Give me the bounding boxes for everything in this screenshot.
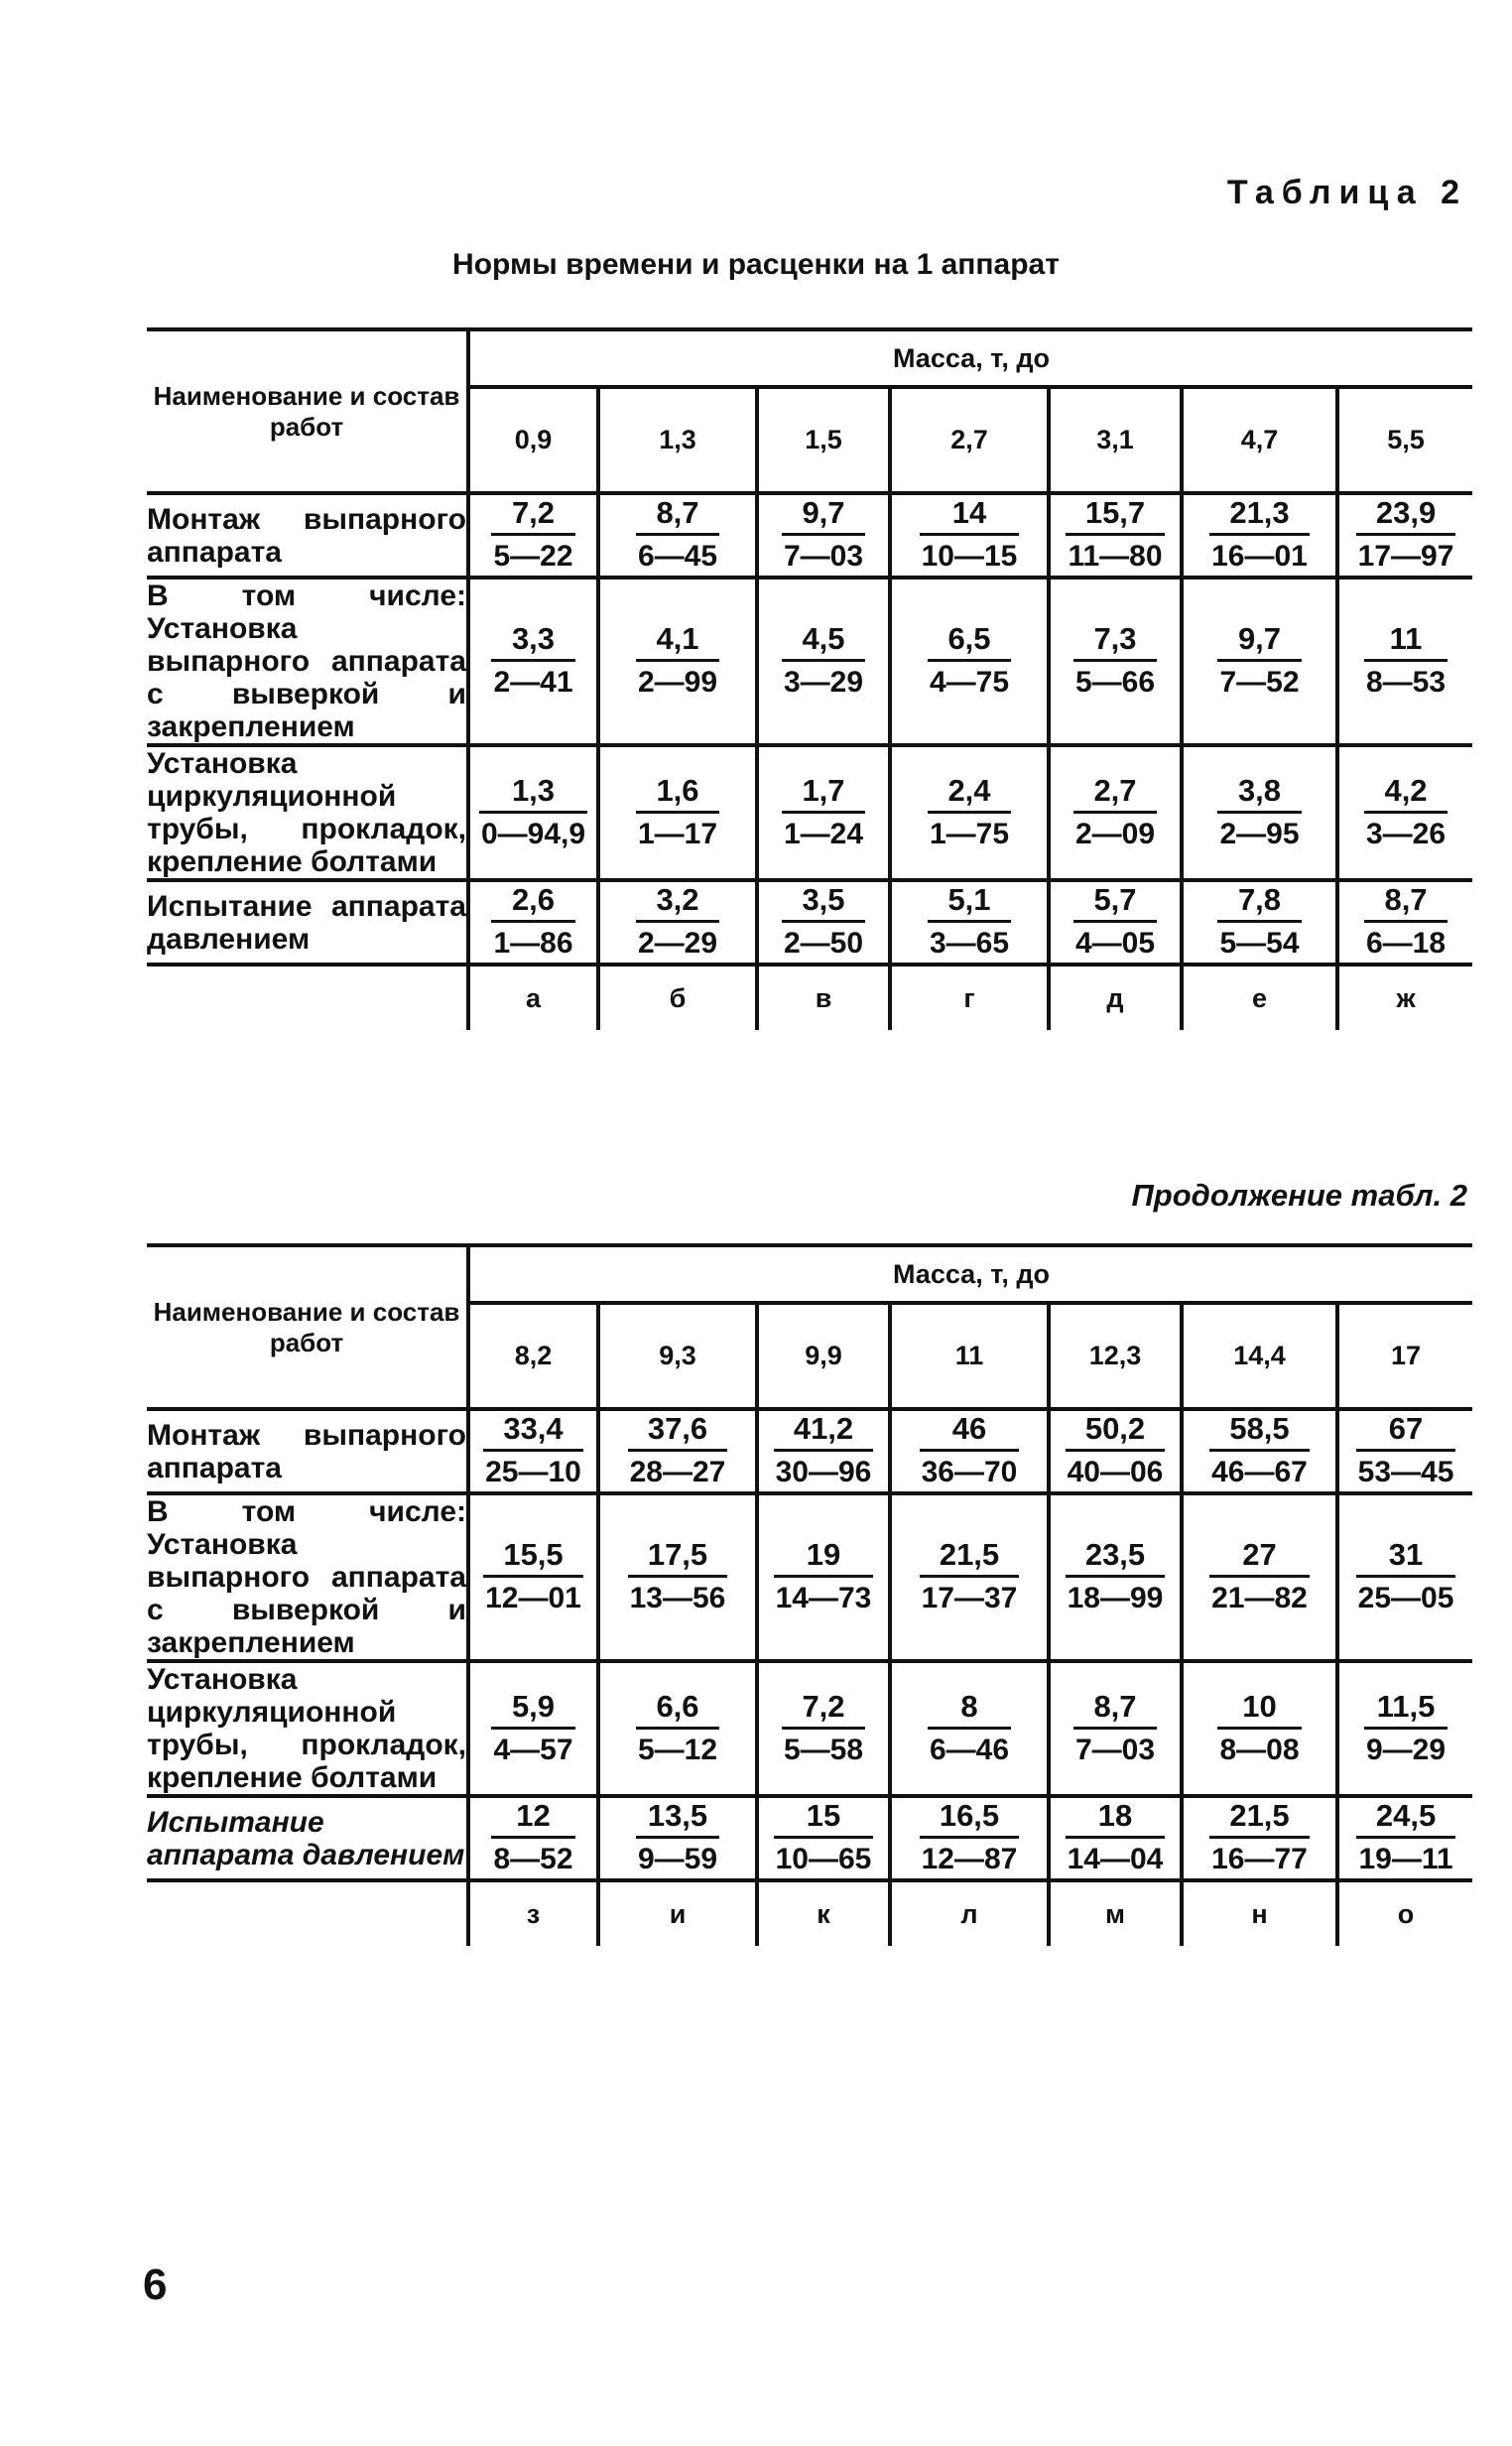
fraction bbox=[1209, 1798, 1310, 1878]
norm-rate-cell bbox=[757, 880, 890, 965]
time-norm-value: 23,5 bbox=[1066, 1537, 1166, 1578]
fraction bbox=[1364, 1689, 1448, 1769]
fraction bbox=[1209, 1537, 1310, 1617]
table-title: Нормы времени и расценки на 1 аппарат bbox=[452, 248, 1060, 281]
rate-value: 6—46 bbox=[929, 1733, 1010, 1766]
norm-rate-cell bbox=[1182, 880, 1337, 965]
page-number: 6 bbox=[143, 2260, 168, 2309]
norm-rate-cell bbox=[1182, 1661, 1337, 1796]
time-norm-value: 37,6 bbox=[628, 1411, 728, 1452]
time-norm-value: 7,8 bbox=[1217, 882, 1301, 923]
time-norm-value: 6,6 bbox=[636, 1689, 719, 1730]
table-row bbox=[147, 1796, 1472, 1880]
column-letter: ж bbox=[1337, 965, 1472, 1030]
fraction bbox=[1217, 882, 1301, 963]
fraction bbox=[1066, 1537, 1166, 1617]
mass-column-value: 0,9 bbox=[468, 387, 598, 493]
rate-value: 10—65 bbox=[775, 1843, 872, 1875]
fraction bbox=[1364, 621, 1448, 702]
rate-value: 12—01 bbox=[485, 1582, 581, 1614]
rate-value: 14—73 bbox=[775, 1582, 872, 1614]
rate-value: 14—04 bbox=[1067, 1843, 1164, 1875]
norm-rate-cell bbox=[468, 1493, 598, 1661]
rate-value: 7—03 bbox=[1074, 1733, 1156, 1766]
fraction bbox=[928, 621, 1011, 702]
mass-column-value: 1,3 bbox=[598, 387, 757, 493]
rate-value: 2—99 bbox=[637, 666, 718, 699]
time-norm-value: 4,1 bbox=[636, 621, 719, 662]
rate-value: 17—37 bbox=[921, 1582, 1018, 1614]
rate-value: 12—87 bbox=[921, 1843, 1018, 1875]
norm-rate-cell bbox=[890, 493, 1049, 578]
fraction bbox=[491, 621, 574, 702]
fraction bbox=[628, 1411, 728, 1491]
column-letter: м bbox=[1049, 1880, 1182, 1946]
fraction bbox=[479, 773, 587, 853]
fraction bbox=[483, 1537, 583, 1617]
rate-value: 5—12 bbox=[637, 1733, 718, 1766]
norm-rate-cell bbox=[598, 745, 757, 880]
fraction bbox=[636, 1798, 719, 1878]
rate-value: 10—15 bbox=[921, 540, 1018, 573]
fraction bbox=[1073, 773, 1157, 853]
norm-rate-cell bbox=[757, 1409, 890, 1493]
norm-rate-cell bbox=[757, 578, 890, 745]
norm-rate-cell bbox=[1049, 1796, 1182, 1880]
table-number-label: Таблица 2 bbox=[1226, 174, 1467, 211]
time-norm-value: 7,2 bbox=[782, 1689, 865, 1730]
fraction bbox=[491, 882, 574, 963]
time-norm-value: 3,8 bbox=[1217, 773, 1301, 814]
norms-table-part-1 bbox=[147, 327, 1472, 1030]
rate-value: 2—41 bbox=[493, 666, 573, 699]
fraction bbox=[1209, 495, 1310, 576]
norm-rate-cell bbox=[1337, 1796, 1472, 1880]
time-norm-value: 19 bbox=[774, 1537, 874, 1578]
norms-table-part-2 bbox=[147, 1243, 1472, 1946]
rate-value: 13—56 bbox=[629, 1582, 726, 1614]
time-norm-value: 33,4 bbox=[483, 1411, 583, 1452]
norm-rate-cell bbox=[1182, 578, 1337, 745]
norm-rate-cell bbox=[890, 1796, 1049, 1880]
rate-value: 16—77 bbox=[1211, 1843, 1308, 1875]
column-header-work-name: Наименование и состав работ bbox=[147, 329, 468, 493]
mass-column-value: 11 bbox=[890, 1303, 1049, 1409]
norm-rate-cell bbox=[1049, 1409, 1182, 1493]
time-norm-value: 58,5 bbox=[1209, 1411, 1310, 1452]
rate-value: 3—26 bbox=[1365, 817, 1447, 850]
fraction bbox=[928, 882, 1011, 963]
fraction bbox=[491, 1798, 574, 1878]
rate-value: 1—24 bbox=[783, 817, 864, 850]
work-name-cell: В том числе: Установка выпарного аппарата с выверкой и закреплением bbox=[147, 579, 466, 743]
work-name-cell: Испытание аппарата давлением bbox=[147, 880, 468, 965]
norm-rate-cell bbox=[468, 493, 598, 578]
rate-value: 0—94,9 bbox=[480, 817, 586, 850]
column-letter: к bbox=[757, 1880, 890, 1946]
norm-rate-cell bbox=[1182, 1796, 1337, 1880]
time-norm-value: 4,5 bbox=[782, 621, 865, 662]
time-norm-value: 7,3 bbox=[1073, 621, 1157, 662]
time-norm-value: 2,6 bbox=[491, 882, 574, 923]
letter-row-spacer bbox=[147, 965, 468, 1030]
rate-value: 53—45 bbox=[1357, 1456, 1454, 1488]
fraction bbox=[628, 1537, 728, 1617]
mass-column-value: 5,5 bbox=[1337, 387, 1472, 493]
rate-value: 21—82 bbox=[1211, 1582, 1308, 1614]
fraction bbox=[774, 1798, 874, 1878]
fraction bbox=[782, 882, 865, 963]
table-row bbox=[147, 880, 1472, 965]
work-name-cell: В том числе: Установка выпарного аппарата с выверкой и закреплением bbox=[147, 1495, 466, 1659]
norm-rate-cell bbox=[598, 1409, 757, 1493]
norm-rate-cell bbox=[598, 493, 757, 578]
column-letter: а bbox=[468, 965, 598, 1030]
norm-rate-cell bbox=[1337, 493, 1472, 578]
norm-rate-cell bbox=[468, 1796, 598, 1880]
fraction bbox=[774, 1537, 874, 1617]
fraction bbox=[920, 1798, 1020, 1878]
fraction bbox=[1073, 882, 1157, 963]
time-norm-value: 9,7 bbox=[1217, 621, 1301, 662]
norm-rate-cell bbox=[598, 1493, 757, 1661]
fraction bbox=[782, 621, 865, 702]
table-row bbox=[147, 493, 1472, 578]
rate-value: 9—59 bbox=[637, 1843, 718, 1875]
fraction bbox=[1066, 495, 1164, 576]
mass-column-value: 17 bbox=[1337, 1303, 1472, 1409]
time-norm-value: 5,7 bbox=[1073, 882, 1157, 923]
time-norm-value: 5,9 bbox=[491, 1689, 574, 1730]
column-letter: в bbox=[757, 965, 890, 1030]
time-norm-value: 12 bbox=[491, 1798, 574, 1839]
norm-rate-cell bbox=[1182, 1493, 1337, 1661]
norm-rate-cell bbox=[598, 1661, 757, 1796]
norm-rate-cell bbox=[1337, 1661, 1472, 1796]
rate-value: 9—29 bbox=[1365, 1733, 1447, 1766]
time-norm-value: 3,5 bbox=[782, 882, 865, 923]
fraction bbox=[1364, 882, 1448, 963]
time-norm-value: 16,5 bbox=[920, 1798, 1020, 1839]
time-norm-value: 23,9 bbox=[1356, 495, 1456, 536]
rate-value: 4—05 bbox=[1074, 927, 1156, 960]
rate-value: 30—96 bbox=[775, 1456, 872, 1488]
norm-rate-cell bbox=[890, 1493, 1049, 1661]
time-norm-value: 9,7 bbox=[782, 495, 865, 536]
time-norm-value: 11 bbox=[1364, 621, 1448, 662]
norm-rate-cell bbox=[890, 578, 1049, 745]
rate-value: 5—22 bbox=[493, 540, 573, 573]
fraction bbox=[1356, 495, 1456, 576]
rate-value: 5—54 bbox=[1219, 927, 1300, 960]
rate-value: 25—10 bbox=[485, 1456, 581, 1488]
rate-value: 18—99 bbox=[1067, 1582, 1164, 1614]
norm-rate-cell bbox=[468, 1409, 598, 1493]
fraction bbox=[1364, 773, 1448, 853]
norm-rate-cell bbox=[757, 745, 890, 880]
fraction bbox=[483, 1411, 583, 1491]
table-row bbox=[147, 1661, 1472, 1796]
time-norm-value: 15,5 bbox=[483, 1537, 583, 1578]
fraction bbox=[928, 773, 1011, 853]
rate-value: 11—80 bbox=[1068, 540, 1163, 573]
time-norm-value: 10 bbox=[1217, 1689, 1301, 1730]
time-norm-value: 8,7 bbox=[1073, 1689, 1157, 1730]
rate-value: 25—05 bbox=[1357, 1582, 1454, 1614]
column-letter: о bbox=[1337, 1880, 1472, 1946]
time-norm-value: 1,3 bbox=[479, 773, 587, 814]
rate-value: 8—08 bbox=[1219, 1733, 1300, 1766]
rate-value: 7—52 bbox=[1219, 666, 1300, 699]
work-name-cell: Монтаж выпарного аппарата bbox=[147, 493, 468, 578]
time-norm-value: 5,1 bbox=[928, 882, 1011, 923]
rate-value: 36—70 bbox=[921, 1456, 1018, 1488]
norm-rate-cell bbox=[890, 1409, 1049, 1493]
norm-rate-cell bbox=[890, 745, 1049, 880]
time-norm-value: 4,2 bbox=[1364, 773, 1448, 814]
table-row bbox=[147, 1409, 1472, 1493]
time-norm-value: 11,5 bbox=[1364, 1689, 1448, 1730]
continuation-label: Продолжение табл. 2 bbox=[1131, 1178, 1467, 1213]
norm-rate-cell bbox=[468, 578, 598, 745]
work-name-cell: Установка циркуляционной трубы, прокладок, крепление болтами bbox=[147, 747, 466, 878]
rate-value: 3—29 bbox=[783, 666, 864, 699]
rate-value: 8—52 bbox=[493, 1843, 573, 1875]
rate-value: 5—58 bbox=[783, 1733, 864, 1766]
norm-rate-cell bbox=[757, 1661, 890, 1796]
time-norm-value: 46 bbox=[920, 1411, 1020, 1452]
rate-value: 2—95 bbox=[1219, 817, 1300, 850]
norm-rate-cell bbox=[1337, 1409, 1472, 1493]
fraction bbox=[1066, 1798, 1166, 1878]
time-norm-value: 8 bbox=[928, 1689, 1011, 1730]
time-norm-value: 15,7 bbox=[1066, 495, 1164, 536]
rate-value: 2—09 bbox=[1074, 817, 1156, 850]
fraction bbox=[636, 495, 719, 576]
norm-rate-cell bbox=[1049, 1493, 1182, 1661]
time-norm-value: 7,2 bbox=[491, 495, 574, 536]
fraction bbox=[1217, 621, 1301, 702]
fraction bbox=[782, 773, 865, 853]
norm-rate-cell bbox=[1049, 578, 1182, 745]
time-norm-value: 17,5 bbox=[628, 1537, 728, 1578]
table-row bbox=[147, 745, 1472, 880]
mass-column-value: 2,7 bbox=[890, 387, 1049, 493]
norm-rate-cell bbox=[757, 1796, 890, 1880]
rate-value: 19—11 bbox=[1358, 1843, 1453, 1875]
time-norm-value: 3,2 bbox=[636, 882, 719, 923]
rate-value: 5—66 bbox=[1074, 666, 1156, 699]
norm-rate-cell bbox=[1049, 493, 1182, 578]
norm-rate-cell bbox=[468, 1661, 598, 1796]
fraction bbox=[1356, 1537, 1456, 1617]
norm-rate-cell bbox=[468, 745, 598, 880]
fraction bbox=[1209, 1411, 1310, 1491]
rate-value: 6—45 bbox=[637, 540, 718, 573]
time-norm-value: 24,5 bbox=[1356, 1798, 1454, 1839]
column-letter: д bbox=[1049, 965, 1182, 1030]
rate-value: 3—65 bbox=[929, 927, 1010, 960]
column-letter: е bbox=[1182, 965, 1337, 1030]
norm-rate-cell bbox=[1337, 880, 1472, 965]
column-header-work-name: Наименование и состав работ bbox=[147, 1245, 468, 1409]
fraction bbox=[920, 1411, 1020, 1491]
norm-rate-cell bbox=[1337, 578, 1472, 745]
time-norm-value: 27 bbox=[1209, 1537, 1310, 1578]
time-norm-value: 21,5 bbox=[920, 1537, 1020, 1578]
fraction bbox=[636, 882, 719, 963]
time-norm-value: 50,2 bbox=[1066, 1411, 1166, 1452]
work-name-cell: Испытание аппарата давлением bbox=[147, 1796, 468, 1880]
time-norm-value: 15 bbox=[774, 1798, 874, 1839]
rate-value: 16—01 bbox=[1211, 540, 1308, 573]
mass-column-value: 9,3 bbox=[598, 1303, 757, 1409]
fraction bbox=[491, 1689, 574, 1769]
fraction bbox=[774, 1411, 874, 1491]
mass-column-value: 12,3 bbox=[1049, 1303, 1182, 1409]
time-norm-value: 14 bbox=[920, 495, 1020, 536]
norm-rate-cell bbox=[1337, 1493, 1472, 1661]
norm-rate-cell bbox=[468, 880, 598, 965]
mass-column-value: 14,4 bbox=[1182, 1303, 1337, 1409]
fraction bbox=[1217, 1689, 1301, 1769]
norm-rate-cell bbox=[757, 493, 890, 578]
fraction bbox=[636, 621, 719, 702]
time-norm-value: 3,3 bbox=[491, 621, 574, 662]
norm-rate-cell bbox=[1337, 745, 1472, 880]
time-norm-value: 21,3 bbox=[1209, 495, 1310, 536]
norm-rate-cell bbox=[1182, 1409, 1337, 1493]
column-letter: б bbox=[598, 965, 757, 1030]
column-letter: н bbox=[1182, 1880, 1337, 1946]
column-letter: з bbox=[468, 1880, 598, 1946]
time-norm-value: 6,5 bbox=[928, 621, 1011, 662]
table-row bbox=[147, 1493, 1472, 1661]
table-row bbox=[147, 578, 1472, 745]
rate-value: 4—57 bbox=[493, 1733, 573, 1766]
rate-value: 1—17 bbox=[637, 817, 718, 850]
column-header-mass: Масса, т, до bbox=[468, 1245, 1472, 1303]
rate-value: 4—75 bbox=[929, 666, 1010, 699]
column-header-mass: Масса, т, до bbox=[468, 329, 1472, 387]
norm-rate-cell bbox=[598, 578, 757, 745]
norm-rate-cell bbox=[1182, 493, 1337, 578]
fraction bbox=[636, 773, 719, 853]
rate-value: 28—27 bbox=[629, 1456, 726, 1488]
norm-rate-cell bbox=[1049, 745, 1182, 880]
mass-column-value: 1,5 bbox=[757, 387, 890, 493]
norm-rate-cell bbox=[757, 1493, 890, 1661]
time-norm-value: 1,6 bbox=[636, 773, 719, 814]
fraction bbox=[1073, 621, 1157, 702]
time-norm-value: 31 bbox=[1356, 1537, 1456, 1578]
rate-value: 1—86 bbox=[493, 927, 573, 960]
fraction bbox=[1356, 1798, 1454, 1878]
fraction bbox=[1066, 1411, 1166, 1491]
column-letter: л bbox=[890, 1880, 1049, 1946]
time-norm-value: 2,4 bbox=[928, 773, 1011, 814]
fraction bbox=[1217, 773, 1301, 853]
norm-rate-cell bbox=[1049, 1661, 1182, 1796]
norm-rate-cell bbox=[1182, 745, 1337, 880]
time-norm-value: 2,7 bbox=[1073, 773, 1157, 814]
fraction bbox=[782, 495, 865, 576]
rate-value: 8—53 bbox=[1365, 666, 1447, 699]
mass-column-value: 3,1 bbox=[1049, 387, 1182, 493]
rate-value: 1—75 bbox=[929, 817, 1010, 850]
time-norm-value: 13,5 bbox=[636, 1798, 719, 1839]
mass-column-value: 4,7 bbox=[1182, 387, 1337, 493]
fraction bbox=[928, 1689, 1011, 1769]
norm-rate-cell bbox=[598, 1796, 757, 1880]
fraction bbox=[1356, 1411, 1456, 1491]
work-name-cell: Установка циркуляционной трубы, прокладок, крепление болтами bbox=[147, 1663, 466, 1794]
rate-value: 40—06 bbox=[1067, 1456, 1164, 1488]
fraction bbox=[1073, 1689, 1157, 1769]
rate-value: 2—50 bbox=[783, 927, 864, 960]
time-norm-value: 67 bbox=[1356, 1411, 1456, 1452]
column-letter: г bbox=[890, 965, 1049, 1030]
norm-rate-cell bbox=[890, 1661, 1049, 1796]
fraction bbox=[782, 1689, 865, 1769]
time-norm-value: 8,7 bbox=[636, 495, 719, 536]
norm-rate-cell bbox=[1049, 880, 1182, 965]
fraction bbox=[636, 1689, 719, 1769]
time-norm-value: 1,7 bbox=[782, 773, 865, 814]
mass-column-value: 8,2 bbox=[468, 1303, 598, 1409]
rate-value: 17—97 bbox=[1357, 540, 1454, 573]
rate-value: 7—03 bbox=[783, 540, 864, 573]
time-norm-value: 41,2 bbox=[774, 1411, 874, 1452]
fraction bbox=[491, 495, 574, 576]
time-norm-value: 21,5 bbox=[1209, 1798, 1310, 1839]
rate-value: 46—67 bbox=[1211, 1456, 1308, 1488]
norm-rate-cell bbox=[598, 880, 757, 965]
rate-value: 2—29 bbox=[637, 927, 718, 960]
norm-rate-cell bbox=[890, 880, 1049, 965]
mass-column-value: 9,9 bbox=[757, 1303, 890, 1409]
rate-value: 6—18 bbox=[1365, 927, 1447, 960]
time-norm-value: 8,7 bbox=[1364, 882, 1448, 923]
fraction bbox=[920, 495, 1020, 576]
work-name-cell: Монтаж выпарного аппарата bbox=[147, 1409, 468, 1493]
time-norm-value: 18 bbox=[1066, 1798, 1166, 1839]
fraction bbox=[920, 1537, 1020, 1617]
letter-row-spacer bbox=[147, 1880, 468, 1946]
column-letter: и bbox=[598, 1880, 757, 1946]
